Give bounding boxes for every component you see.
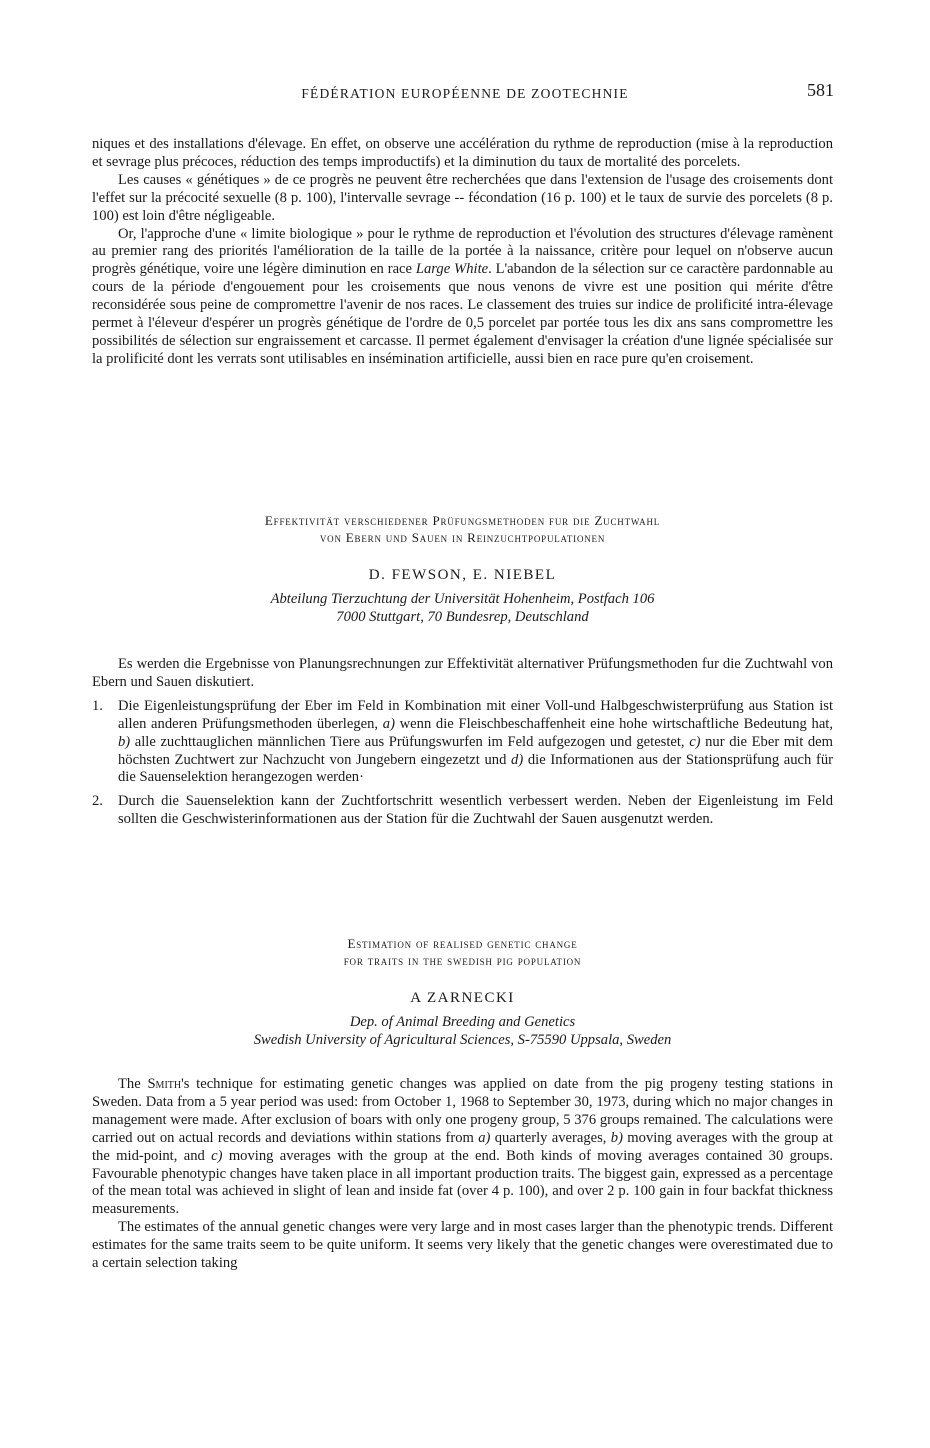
breed-name-italic: Large White (415, 261, 489, 278)
list-item-number: 2. (92, 793, 103, 810)
enumeration-marker: b) (610, 1129, 623, 1146)
english-title-line-2: for traits in the swedish pig population (343, 953, 582, 968)
list-item-text: Die Eigenleistungsprüfung der Eber im Feld in Kombination mit einer Voll-und Halbgeschwisterprüfung aus Station ist allen anderen Prüfungsmethoden überlegen, (118, 697, 833, 732)
german-affiliation-line-1: Abteilung Tierzuchtung der Universität Hohenheim, Postfach 106 (270, 591, 655, 607)
french-paragraph-3-a: Or, l'approche d'une « limite biologique » pour le rythme de reproduction et l'évolution des structures d'élevage ramènent au premier rang des priorités l'amélioration de la taille de la portée à la naissance, critère pour lequel on n'observe aucun progrès génétique, voire une légère diminution en race (92, 225, 833, 278)
french-text-block (92, 136, 833, 369)
cited-author-name: Smith (147, 1076, 182, 1092)
german-affiliation-line-2: 7000 Stuttgart, 70 Bundesrep, Deutschland (336, 609, 589, 625)
list-item-text: nur die Eber mit dem höchsten Zuchtwert zur Nachzucht von Jungebern eingezetzt und (118, 733, 833, 768)
english-affiliation (92, 1013, 833, 1049)
english-abstract-body (92, 1076, 833, 1273)
german-affiliation (92, 590, 833, 626)
german-list-item (92, 793, 833, 829)
page-number: 581 (807, 80, 834, 100)
english-affiliation-line-1: Dep. of Animal Breeding and Genetics (349, 1014, 576, 1030)
german-intro: Es werden die Ergebnisse von Planungsrechnungen zur Effektivität alternativer Prüfungsmethoden fur die Zuchtwahl von Ebern und Sauen diskutiert. (92, 656, 833, 690)
list-item-text: alle zuchttauglichen männlichen Tiere aus Prüfungswurfen im Feld aufgezogen und getestet, (130, 733, 690, 750)
german-title-line-2: von Ebern und Sauen in Reinzuchtpopulationen (319, 530, 606, 545)
french-paragraph-3 (92, 226, 833, 369)
french-paragraph-1: niques et des installations d'élevage. En effet, on observe une accélération du rythme de reproduction (mise à la reproduction et sevrage plus précoces, réduction des temps improductifs) et la diminution du taux de mortalité des porcelets. (92, 136, 833, 170)
german-authors: D. FEWSON, E. NIEBEL (368, 567, 557, 583)
enumeration-marker: d) (511, 751, 524, 768)
english-title-line-1: Estimation of realised genetic change (347, 936, 578, 951)
list-item-number: 1. (92, 697, 103, 714)
paragraph-text: 's technique for estimating genetic changes was applied on date from the pig progeny testing stations in Sweden. Data from a 5 year period was used: from October 1, 1968 to September 30, 1973, during which no major changes in management were made. After exclusion of boars with only one progeny group, 5 376 groups remained. The calculations were carried out on actual records and deviations within stations from (92, 1076, 833, 1146)
english-author: A ZARNECKI (410, 990, 515, 1006)
german-title-line-1: Effektivität verschiedener Prüfungsmethoden fur die Zuchtwahl (264, 513, 661, 528)
list-item-text: wenn die Fleischbeschaffenheit eine hohe wirtschaftliche Bedeutung hat, (394, 715, 833, 732)
english-paragraph-2: The estimates of the annual genetic changes were very large and in most cases larger than the phenotypic trends. Different estimates for the same traits seem to be quite uniform. It seems very likely that the genetic changes were overestimated due to a certain selection taking (92, 1219, 833, 1272)
enumeration-marker: b) (118, 733, 131, 750)
list-item-text: die Informationen aus der Stationsprüfung auch für die Sauenselektion herangezogen werden· (118, 751, 833, 786)
enumeration-marker: a) (478, 1129, 491, 1146)
enumeration-marker: c) (211, 1147, 223, 1164)
german-numbered-list (92, 698, 833, 829)
german-abstract-title (92, 512, 833, 546)
french-paragraph-3-b: . L'abandon de la sélection sur ce caractère pardonnable au cours de la période d'engouement pour les croisements que nous venons de vivre est une position qui mérite d'être reconsidérée sous peine de compromettre l'avenir de nos races. Le classement des truies sur indice de prolificité intra-élevage permet à l'éleveur d'espérer un progrès génétique de l'ordre de 0,5 porcelet par portée tous les dix ans sans compromettre les possibilités de sélection sur engraissement et carcasse. Il permet également d'envisager la création d'une lignée spécialisée sur la prolificité dont les verrats sont utilisables en insémination artificielle, aussi bien en race pure qu'en croisement. (92, 261, 834, 367)
english-paragraph-1 (92, 1076, 833, 1219)
paragraph-text: quarterly averages, (490, 1129, 611, 1146)
paragraph-text: moving averages with the group at the mid-point, and (92, 1129, 833, 1164)
english-affiliation-line-2: Swedish University of Agricultural Sciences, S-75590 Uppsala, Sweden (253, 1032, 672, 1048)
enumeration-marker: a) (382, 715, 395, 732)
list-item-text: Durch die Sauenselektion kann der Zuchtfortschritt wesentlich verbessert werden. Neben der Eigenleistung im Feld sollten die Geschwisterinformationen aus der Station für die Zuchtwahl der Sauen ausgenutzt werden. (118, 793, 833, 828)
german-abstract-body (92, 656, 833, 835)
enumeration-marker: c) (689, 733, 701, 750)
running-head: FÉDÉRATION EUROPÉENNE DE ZOOTECHNIE (301, 86, 629, 101)
paragraph-text: moving averages with the group at the end. Both kinds of moving averages contained 30 groups. Favourable phenotypic changes have taken place in all important production traits. The biggest gain, expressed as a percentage of the mean total was achieved in slight of lean and inside fat (over 4 p. 100), and over 2 p. 100 gain in four backfat thickness measurements. (92, 1147, 833, 1218)
english-abstract-title (92, 935, 833, 969)
german-list-item (92, 698, 833, 788)
french-paragraph-2: Les causes « génétiques » de ce progrès ne peuvent être recherchées que dans l'extension de l'usage des croisements dont l'effet sur la précocité sexuelle (8 p. 100), l'intervalle sevrage -- fécondation (16 p. 100) et le taux de survie des porcelets (8 p. 100) est loin d'être négligeable. (92, 171, 833, 224)
paragraph-text: The (118, 1076, 148, 1092)
